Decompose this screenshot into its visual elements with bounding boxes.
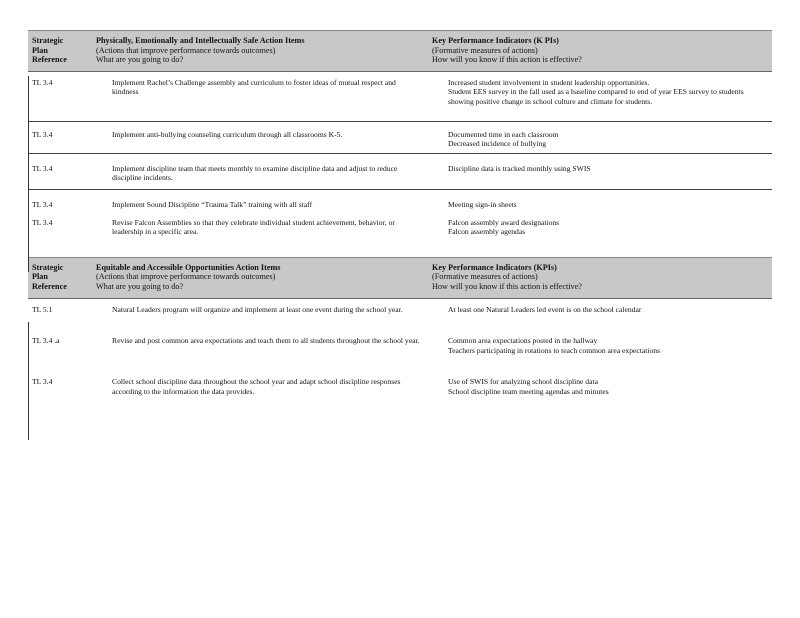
bullet-icon — [96, 164, 112, 183]
action-item — [96, 218, 428, 237]
kpi-item — [432, 139, 772, 149]
kpi-items — [428, 78, 772, 107]
action-subtitle: (Actions that improve performance towards outcomes) — [96, 45, 276, 55]
section-header — [28, 30, 772, 72]
action-text: Implement discipline team that meets monthly to examine discipline data and adjust to reduce discipline incidents. — [112, 163, 398, 183]
kpi-item — [432, 387, 772, 397]
left-border-rule — [28, 322, 29, 440]
action-item — [96, 78, 428, 97]
kpi-items — [428, 377, 772, 396]
action-items — [92, 305, 428, 315]
table-row — [28, 153, 772, 189]
kpi-item — [432, 227, 772, 237]
kpi-text: Use of SWIS for analyzing school discipline data — [448, 377, 598, 387]
table-row — [28, 72, 772, 121]
bullet-icon — [432, 164, 448, 174]
action-text: Collect school discipline data throughout the school year and adapt school discipline responses according to the information the data provides. — [112, 377, 401, 396]
header-ref-line: Strategic — [32, 262, 64, 272]
kpi-title: Key Performance Indicators (K PIs) — [432, 36, 559, 45]
bullet-icon — [96, 218, 112, 237]
kpi-text: At least one Natural Leaders led event is on the school calendar — [448, 304, 642, 314]
bullet-icon — [96, 377, 112, 396]
bullet-icon — [432, 305, 448, 315]
action-title: Physically, Emotionally and Intellectually Safe Action Items — [96, 36, 305, 45]
kpi-text: Falcon assembly agendas — [448, 227, 526, 237]
bullet-icon — [432, 87, 448, 106]
kpi-subtitle: (Formative measures of actions) — [432, 45, 538, 55]
header-ref-line: Reference — [32, 55, 67, 65]
kpi-items — [428, 130, 772, 149]
kpi-item — [432, 130, 772, 140]
action-items — [92, 218, 428, 237]
action-item — [96, 336, 428, 346]
kpi-item — [432, 346, 772, 356]
kpi-items — [428, 164, 772, 183]
bullet-icon — [432, 139, 448, 149]
action-text: Natural Leaders program will organize and implement at least one event during the school year. — [112, 304, 403, 314]
header-ref — [28, 36, 92, 65]
left-border-rule — [28, 76, 29, 272]
action-items — [92, 130, 428, 149]
action-subtitle: (Actions that improve performance towards outcomes) — [96, 272, 276, 282]
action-text: Implement anti-bullying counseling curriculum through all classrooms K-5. — [112, 129, 343, 139]
action-item — [96, 305, 428, 315]
action-items — [92, 336, 428, 355]
strategic-plan-ref: TL 3.4 — [32, 77, 53, 87]
bullet-icon — [96, 130, 112, 140]
bullet-icon — [96, 78, 112, 97]
header-actions — [92, 36, 428, 65]
header-ref — [28, 263, 92, 292]
bullet-icon — [432, 78, 448, 88]
section-header — [28, 257, 772, 299]
kpi-item — [432, 78, 772, 88]
action-items — [92, 200, 428, 210]
kpi-text: Teachers participating in rotations to teach common area expectations — [448, 345, 661, 355]
action-title: Equitable and Accessible Opportunities Action Items — [96, 262, 281, 272]
kpi-title: Key Performance Indicators (KPIs) — [432, 262, 557, 272]
kpi-text: Decreased incidence of bullying — [448, 139, 547, 149]
kpi-item — [432, 377, 772, 387]
header-kpis — [428, 263, 772, 292]
kpi-text: Documented time in each classroom — [448, 129, 559, 139]
table-row — [28, 326, 772, 367]
kpi-question: How will you know if this action is effective? — [432, 55, 582, 65]
strategic-plan-ref: TL 3.4 — [32, 217, 53, 227]
action-plan-table — [28, 30, 772, 408]
kpi-item — [432, 87, 772, 106]
table-row — [28, 189, 772, 210]
kpi-text: Common area expectations posted in the hallway — [448, 336, 598, 346]
strategic-plan-ref: TL 3.4 — [32, 129, 53, 139]
bullet-icon — [432, 227, 448, 237]
kpi-subtitle: (Formative measures of actions) — [432, 272, 538, 282]
action-text: Revise and post common area expectations and teach them to all students throughout the school year. — [112, 336, 420, 346]
kpi-text: School discipline team meeting agendas and minutes — [448, 386, 609, 396]
header-ref-line: Plan — [32, 45, 48, 55]
action-question: What are you going to do? — [96, 281, 184, 291]
kpi-item — [432, 164, 772, 174]
strategic-plan-ref: TL 3.4 — [32, 377, 53, 387]
kpi-items — [428, 305, 772, 315]
table-row — [28, 367, 772, 408]
bullet-icon — [96, 200, 112, 210]
action-text: Implement Sound Discipline “Trauma Talk” training with all staff — [112, 199, 313, 209]
kpi-items — [428, 200, 772, 210]
kpi-item — [432, 305, 772, 315]
strategic-plan-ref: TL 5.1 — [32, 304, 53, 314]
action-item — [96, 377, 428, 396]
bullet-icon — [96, 305, 112, 315]
kpi-item — [432, 218, 772, 228]
table-row — [28, 210, 772, 243]
bullet-icon — [96, 336, 112, 346]
action-item — [96, 164, 428, 183]
kpi-item — [432, 200, 772, 210]
strategic-plan-ref: TL 3.4 — [32, 199, 53, 209]
strategic-plan-ref: TL 3.4 .a — [32, 336, 60, 346]
action-items — [92, 78, 428, 107]
kpi-text: Falcon assembly award designations — [448, 217, 560, 227]
action-text: Revise Falcon Assemblies so that they celebrate individual student achievement, behavior, or leadership in a specific area. — [112, 217, 395, 237]
header-ref-line: Strategic — [32, 36, 64, 45]
bullet-icon — [432, 346, 448, 356]
strategic-plan-ref: TL 3.4 — [32, 163, 53, 173]
action-text: Implement Rachel’s Challenge assembly and curriculum to foster ideas of mutual respect and kindness — [112, 77, 396, 97]
action-items — [92, 377, 428, 396]
header-kpis — [428, 36, 772, 65]
table-row — [28, 299, 772, 327]
kpi-text: Student EES survey in the fall used as a baseline compared to end of year EES survey to students showing positive change in school culture and climate for students. — [448, 87, 744, 106]
kpi-item — [432, 336, 772, 346]
action-item — [96, 200, 428, 210]
bullet-icon — [432, 387, 448, 397]
bullet-icon — [432, 218, 448, 228]
kpi-question: How will you know if this action is effective? — [432, 281, 582, 291]
kpi-text: Increased student involvement in student leadership opportunities. — [448, 77, 650, 87]
header-actions — [92, 263, 428, 292]
action-items — [92, 164, 428, 183]
header-ref-line: Plan — [32, 272, 48, 282]
table-row — [28, 121, 772, 153]
kpi-items — [428, 336, 772, 355]
kpi-text: Discipline data is tracked monthly using SWIS — [448, 163, 591, 173]
bullet-icon — [432, 200, 448, 210]
kpi-items — [428, 218, 772, 237]
action-item — [96, 130, 428, 140]
action-question: What are you going to do? — [96, 55, 184, 65]
bullet-icon — [432, 336, 448, 346]
bullet-icon — [432, 377, 448, 387]
kpi-text: Meeting sign-in sheets — [448, 199, 517, 209]
header-ref-line: Reference — [32, 281, 67, 291]
bullet-icon — [432, 130, 448, 140]
